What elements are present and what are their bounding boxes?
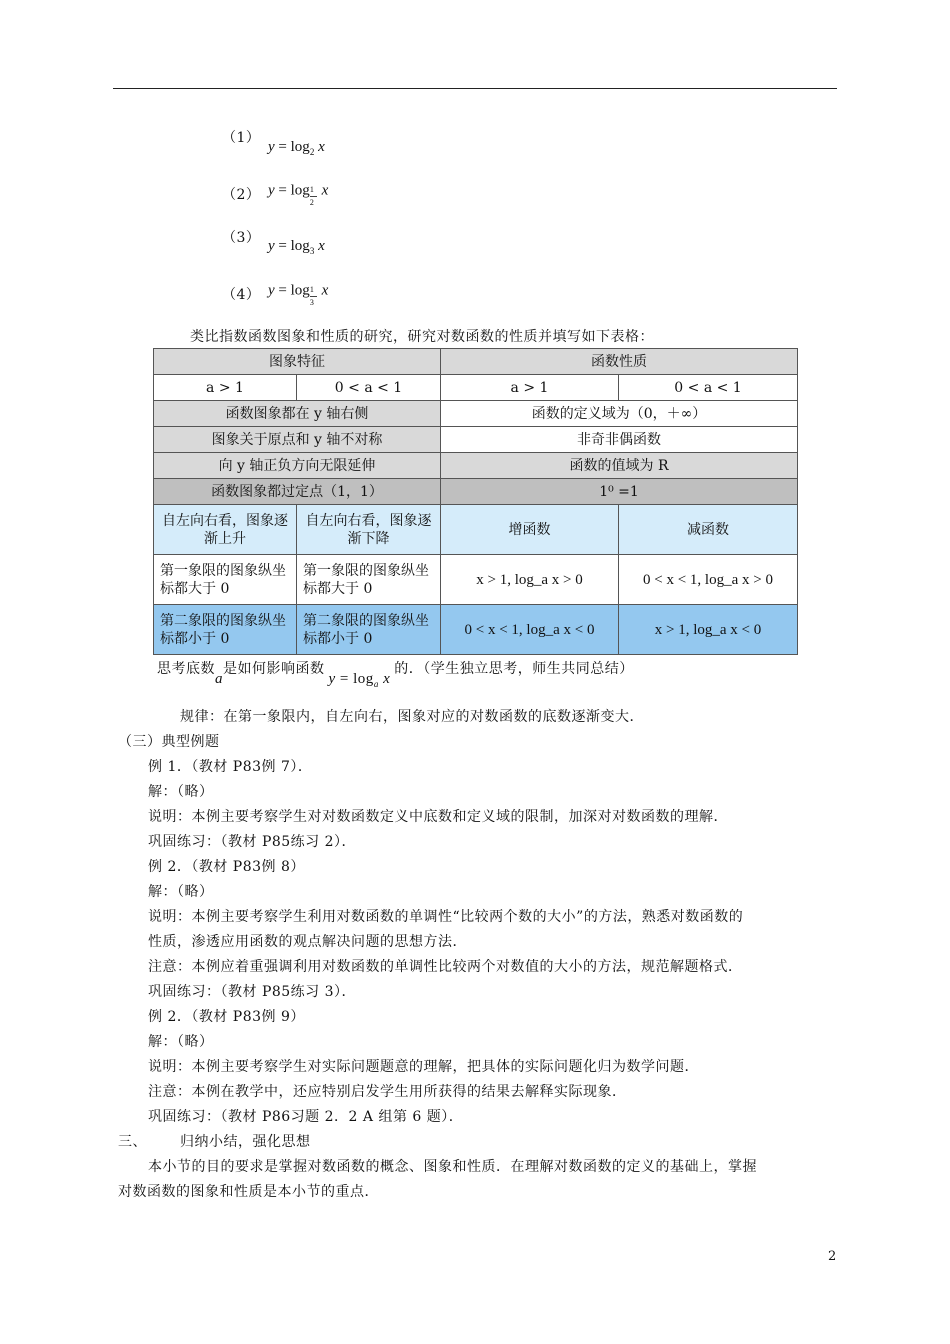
line-13: 说明：本例主要考察学生对实际问题题意的理解，把具体的实际问题化归为数学问题． [148,1059,699,1075]
cell-domain: 函数的定义域为（0，＋∞） [441,401,798,427]
line-14: 注意：本例在教学中，还应特别启发学生用所获得的结果去解释实际现象． [148,1084,627,1100]
cell-x-0-1-positive: 0 < x < 1, log_a x > 0 [619,555,798,605]
cell-q1-positive-left: 第一象限的图象纵坐标都大于 0 [154,555,297,605]
cell-decreasing: 减函数 [619,505,798,555]
formula-log3: $y = \log_3 x$ [268,238,325,256]
cell-increasing: 增函数 [441,505,619,555]
list-num-3: （3） [222,230,261,246]
line-1: 例 1．（教材 P83例 7）． [148,759,313,775]
cell-q1-positive-right: 第一象限的图象纵坐标都大于 0 [297,555,441,605]
line-11: 例 2．（教材 P83例 9） [148,1009,305,1025]
line-10: 巩固练习：（教材 P85练习 3）． [148,984,357,1000]
line-6: 解：（略） [148,884,214,900]
line-2: 解：（略） [148,784,214,800]
cell-a-gt-1-left: a > 1 [154,375,297,401]
line-8: 性质，渗透应用函数的观点解决问题的思想方法． [148,934,467,950]
cell-falling: 自左向右看，图象逐渐下降 [297,505,441,555]
list-num-1: （1） [222,130,261,146]
cell-fixed-point: 函数图象都过定点（1，1） [154,479,441,505]
cell-x-gt-1-negative: x > 1, log_a x < 0 [619,605,798,655]
line-9: 注意：本例应着重强调利用对数函数的单调性比较两个对数值的大小的方法，规范解题格式． [148,959,743,975]
header-graph-features: 图象特征 [154,349,441,375]
rule-text: 规律：在第一象限内，自左向右，图象对应的对数函数的底数逐渐变大． [180,709,644,725]
properties-table [153,348,798,655]
math-a: a [215,671,223,687]
formula-log2: $y = \log_2 x$ [268,139,325,157]
line-7: 说明：本例主要考察学生利用对数函数的单调性“比较两个数的大小”的方法，熟悉对数函数的 [148,909,744,925]
cell-a-0-1-left: 0 < a < 1 [297,375,441,401]
think-part-a: 思考底数 [157,661,215,677]
cell-x-gt-1-positive: x > 1, log_a x > 0 [441,555,619,605]
section-summary-title: 归纳小结，强化思想 [180,1134,311,1150]
think-line [157,659,634,689]
line-12: 解：（略） [148,1034,214,1050]
cell-range: 函数的值域为 R [441,453,798,479]
cell-not-symmetric: 图象关于原点和 y 轴不对称 [154,427,441,453]
cell-q2-negative-right: 第二象限的图象纵坐标都小于 0 [297,605,441,655]
summary-line-2: 对数函数的图象和性质是本小节的重点． [118,1184,379,1200]
cell-right-of-y-axis: 函数图象都在 y 轴右侧 [154,401,441,427]
cell-a-0-1-right: 0 < a < 1 [619,375,798,401]
cell-neither-odd-even: 非奇非偶函数 [441,427,798,453]
intro-text: 类比指数函数图象和性质的研究，研究对数函数的性质并填写如下表格： [190,329,654,345]
line-4: 巩固练习：（教材 P85练习 2）． [148,834,357,850]
list-num-2: （2） [222,187,261,203]
list-num-4: （4） [222,287,261,303]
cell-q2-negative-left: 第二象限的图象纵坐标都小于 0 [154,605,297,655]
cell-one-to-zero: 1⁰ =1 [441,479,798,505]
summary-line-1: 本小节的目的要求是掌握对数函数的概念、图象和性质．在理解对数函数的定义的基础上，掌握 [148,1159,757,1175]
line-15: 巩固练习：（教材 P86习题 2．2 A 组第 6 题）． [148,1109,464,1125]
think-part-b: 是如何影响函数 [223,661,325,677]
section-number: 三、 [118,1134,147,1150]
math-y-log-a-x: $y = \log_a x$ [328,671,391,689]
cell-rising: 自左向右看，图象逐渐上升 [154,505,297,555]
section-examples: （三）典型例题 [118,734,220,750]
cell-extends-infinitely: 向 y 轴正负方向无限延伸 [154,453,441,479]
cell-x-0-1-negative: 0 < x < 1, log_a x < 0 [441,605,619,655]
page-number: 2 [828,1249,837,1264]
line-5: 例 2．（教材 P83例 8） [148,859,305,875]
line-3: 说明：本例主要考察学生对对数函数定义中底数和定义域的限制，加深对对数函数的理解． [148,809,728,825]
header-rule [113,88,837,89]
formula-log-third: y = log 1 3 x [268,282,329,307]
cell-a-gt-1-right: a > 1 [441,375,619,401]
header-function-properties: 函数性质 [441,349,798,375]
think-part-c: 的．（学生独立思考，师生共同总结） [394,661,634,677]
formula-log-half: y = log 1 2 x [268,182,329,207]
